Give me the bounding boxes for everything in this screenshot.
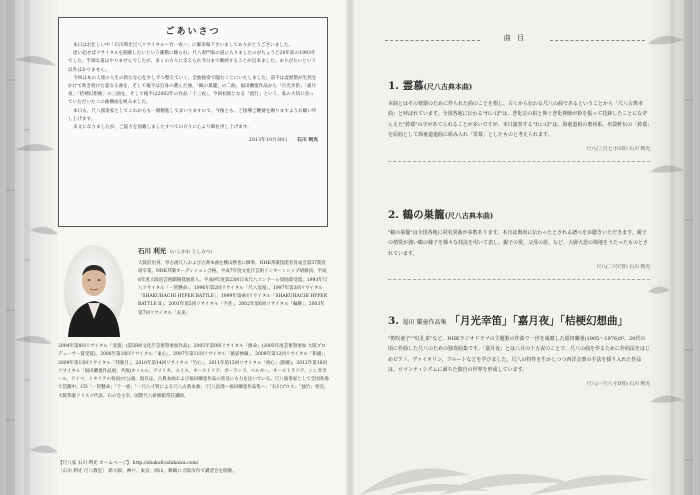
- piece-description: 本曲とはその楽器のために作られた曲のことを指し、古くから伝わる尺八の曲であるということから「尺八古典本曲」と呼ばれています。全国各地に伝わる"れいぼ"は、普化宗の祖と仰ぐ普化禅師が鈴を振って托鉢したことになぞらえた"鈴慕"の字があてられることが多いですが、本日演奏する"れいぼ"は、海童道祖の奥州系、布袋軒伝の「鈴慕」を原曲として海童道道曲に組み入れ「霊慕」としたものと考えられます。: [388, 101, 650, 139]
- greeting-paragraph: 末文になりましたが、ご協力を頂戴しましたすべての方々に心より御礼申し上げます。: [73, 125, 252, 131]
- greeting-paragraph: 思い起せばリサイタルを開催したいという衝動に駆られ、尺八専門家の道に入りましたのがちょうど20年前の1993年でした。半端な道はやりませんでしたが、多くの方々に支えられ今日まで継続することが出来ました。ありがたいという以外はありません。: [68, 51, 317, 73]
- program-piece-1: [388, 78, 650, 162]
- piece-description: "鶴の巣籠"は全国各地に同名異曲が多数あります。本日は奥州に伝わったとされる譜べをお聴きいただきます。親子の情愛が強い鶴の様子を様々な技法を用いて表し、親子の愛、父母の恩、など、大層大悲の境地をうたったものとされています。: [388, 230, 649, 257]
- greeting-paragraph: 本日も、尺八演奏家としてこれからも一層精進してまいりますので、今後とも、ご指導ご鞭撻を賜りますようお願い申し上げます。: [68, 108, 317, 122]
- greeting-title: ごあいさつ: [165, 27, 221, 37]
- performer-bio-continued: 2004年第8回リサイタル「変貌」(第59回文化庁芸術祭参加作品)、2005年第9回リサイタル「源命」(2005年度芸術祭参加 大阪プロデューサー賞受賞)、2006年第10回リサイタル「東心」、2007年第11回リサイタル「風姿神韻」、2008年第12回リサイタル「和韻」、2009年第13回リサイタル「邦楽月」、2010年第14回リサイタル「竹心」、2011年第15回リサイタル「初心」(開催)、2012年第16回リサイタル「福田蘭童作品展」共演(ホノルル、アメリカ、スイス、オーストリア、ポーランド、ベルギー、オーストラリア、シンガポール、ドイツ、イタリアの各国)で公演。現在は、古典本曲および福田蘭童作品の普及にも力を注いでいる。尺八演奏家として全国各地で活躍中。CD「一管懸命」「十一重」「一尺八寸管による尺八古典本曲」「尺八浪漫～福田蘭童作品集～」「石川プロス」「独竹」発売。大阪邦楽ソリスツ代表。石の会主宰。国際尺八研修館常任講師。: [58, 344, 329, 399]
- section-divider: [388, 279, 650, 280]
- piece-performers: 尺八(三尺七寸G管) 石川 利光: [586, 146, 650, 152]
- piece-title-text: 霊慕: [402, 80, 424, 92]
- piece-performers: 尺八(二尺C管) 石川 利光: [596, 265, 650, 271]
- page-spine: [346, 0, 354, 495]
- bamboo-decoration-right: [648, 0, 700, 495]
- piece-title-text: 「月光幸笛」「嘉月夜」「桔梗幻想曲」: [449, 315, 629, 327]
- piece-composer: 福田 蘭童作品集: [402, 319, 447, 326]
- piece-subtitle: (尺八古典本曲): [423, 82, 473, 91]
- piece-description: "笛吹童子""紅孔雀"など、NHKラジオドラマの主題歌の作曲で一世を風靡した福田蘭童(1905～1976)が、20代の頃に作曲した尺八のための独奏曲集です。「嘉月夜」とは八月の十五夜のことで、尺八の曲を作るために作曲法をはじめピアノ、ヴァイオリン、フルートなどを学びました。尺八の特性を生かしつつ西洋音楽の手法を採り入れた作品は、ロマンティシズムに満ちた独自の世界を形成しています。: [388, 336, 651, 374]
- piece-title: [388, 313, 650, 328]
- greeting-signature: 石川 利光: [297, 137, 318, 144]
- performer-name-kana: (いしかわ としみつ): [170, 250, 212, 255]
- piece-performers: 尺八(一尺八寸D管) 石川 利光: [586, 381, 650, 387]
- program-heading-text: 曲 目: [503, 34, 527, 42]
- greeting-date: 2013年10月30日: [248, 138, 288, 144]
- section-divider: [388, 161, 650, 162]
- homepage-line: 【尺八家 石川 利光 ホームページ】 http://shaku8-ishikawa.com/: [58, 461, 199, 466]
- piece-number: 2.: [388, 209, 399, 221]
- performer-portrait: [64, 245, 124, 337]
- bamboo-decoration-left: [0, 0, 58, 495]
- greeting-paragraph: 今回は本の人達の人生の新たな心を少しずつ整えていく、全曲独奏で臨むことにいたしました。前半は虚無僧が生涯をかけて吹き続けた霊なる曲を、そして後半は自身の選んだ曲、「鶴の巣籠」の二曲、福田蘭童作品から「月光幸笛」「嘉月夜」「桔梗幻想曲」の三曲を、そして後半は2002年の作品「十三夜」、今回初演となる「流行」という、私の大切に育っていただいたこの曲構成を組みました。: [68, 75, 317, 106]
- contact-info: [58, 460, 333, 476]
- bamboo-decoration-bottom: [350, 425, 700, 495]
- piece-title: [388, 207, 650, 222]
- greeting-signature-line: [68, 136, 318, 143]
- program-piece-3: [388, 313, 650, 387]
- performer-name-text: 石川 利光: [138, 247, 167, 255]
- heading-rule-right: [550, 40, 645, 41]
- greeting-box: [58, 17, 328, 227]
- piece-title-text: 鶴の巣籠: [402, 209, 445, 221]
- piece-title: [388, 78, 650, 93]
- performer-bio: 大阪府出身。琴古流尺八および古典本曲を横山勝也に師事。NHK邦楽技能者育成会第37期首席卒業。NHK邦楽オーディション合格。平成7年度文化庁芸術インターンシップ研修員。平成8年度大阪府芸術劇場奨励新人。平成9年度第23回日本尺八コンクール奨励賞受賞。1993年尺八リサイタル「一管懸命」、1996年第2回リサイタル「尺八浪漫」、1997年第3回リサイタル「SHAKUHACHI HYPER BATTLE」、1999年第4回リサイタル「SHAKUHACHI HYPER BATTLE II」、2001年第5回リサイタル「不惑」、2002年第6回リサイタル「輪舞」、2003年第7回リサイタル「去来」: [138, 261, 328, 316]
- piece-number: 1.: [388, 80, 399, 92]
- performer-name: [138, 246, 212, 255]
- classroom-line: ［石川 利光 尺八教室］ 新大阪、神戸、東京、岡山、舞鶴に大阪市内で講習会を開催。: [58, 469, 237, 474]
- greeting-paragraph: 本日はお忙しい中「石川利光尺八リサイタル～竹一夜～」に御来場下さいましてありがとうございました。: [73, 43, 294, 48]
- piece-number: 3.: [388, 315, 399, 327]
- piece-subtitle: (尺八古典本曲): [444, 211, 494, 220]
- program-heading: [385, 33, 645, 49]
- program-piece-2: [388, 207, 650, 280]
